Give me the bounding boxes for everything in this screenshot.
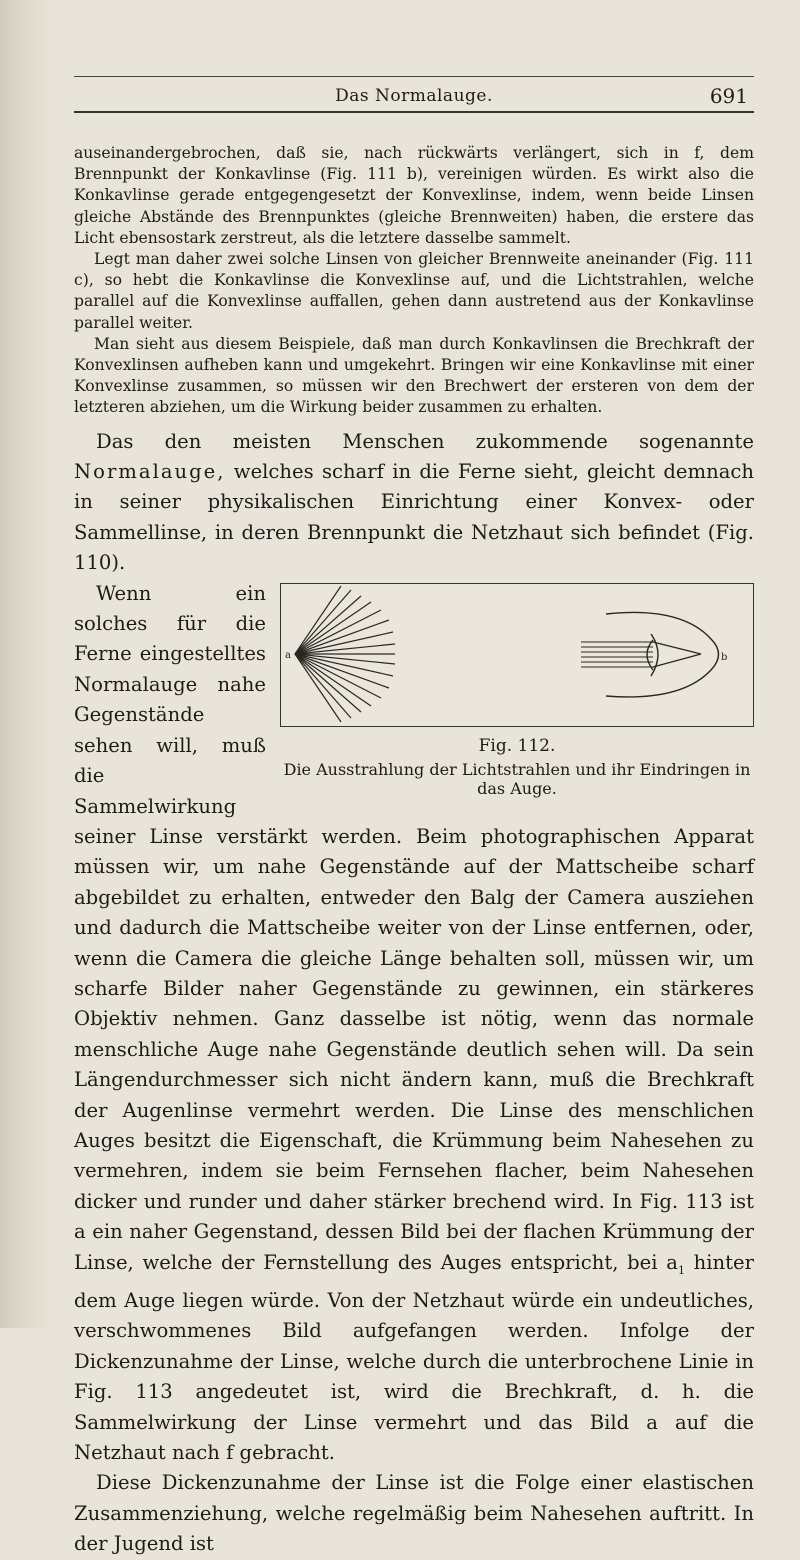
page-title: Das Normalauge. [335, 86, 493, 106]
figure-112 [280, 583, 754, 798]
label-a: a [285, 649, 291, 661]
small-print-section [74, 143, 754, 419]
diverging-rays [295, 586, 395, 722]
figure-caption [280, 737, 754, 798]
small-paragraph: auseinandergebrochen, daß sie, nach rückwärts verlängert, sich in f, dem Brennpunkt der Konkavlinse (Fig. 111 b), vereinigen würden. Es wirkt also die Konkavlinse gerade entgegengesetzt der Konvexlinse, indem, wenn beide Linsen gleiche Abstände des Brennpunktes (gleiche Brennweiten) haben, die erstere das Licht ebensostark zerstreut, als die letztere dasselbe sammelt. [74, 144, 754, 247]
para2-end: hinter dem Auge liegen würde. Von der Netzhaut würde ein undeutliches, verschwommenes Bild aufgefangen werden. Infolge der Dickenzunahme der Linse, welche durch die unterbrochene Linie in Fig. 113 angedeutet ist, wird die Brechkraft, d. h. die Sammelwirkung der Linse vermehrt und das Bild a auf die Netzhaut nach f gebracht. [74, 1250, 754, 1464]
main-text [74, 427, 754, 1560]
figure-caption-text: Die Ausstrahlung der Lichtstrahlen und ihr Eindringen in das Auge. [283, 759, 751, 798]
eye-ray-diagram [281, 584, 752, 725]
eye-outline [606, 612, 719, 697]
label-b: b [721, 651, 728, 663]
subscript-1: 1 [677, 1263, 685, 1277]
running-header [74, 76, 754, 113]
figure-number: Fig. 112. [478, 735, 556, 756]
paragraph-dickenzunahme: Diese Dickenzunahme der Linse ist die Folge einer elastischen Zusammenziehung, welche regelmäßig beim Nahesehen auftritt. In der Jugend ist [74, 1471, 754, 1556]
para1-start: Das den meisten Menschen zukommende sogenannte [96, 429, 754, 453]
page-number: 691 [709, 84, 748, 108]
book-gutter [0, 0, 48, 1328]
para2-text: Wenn ein solches für die Ferne eingestelltes Normalauge nahe Gegenstände sehen will, muß die Sammelwirkung seiner Linse verstärkt werden. Beim photographischen Apparat müssen wir, um nahe Gegenstände auf der Mattscheibe scharf abgebildet zu erhalten, entweder den Balg der Camera ausziehen und dadurch die Mattscheibe weiter von der Linse entfernen, oder, wenn die Camera die gleiche Länge behalten soll, müssen wir, um scharfe Bilder naher Gegenstände zu gewinnen, ein stärkeres Objektiv nehmen. Ganz dasselbe ist nötig, wenn das normale menschliche Auge nahe Gegenstände deutlich sehen will. Da sein Längendurchmesser sich nicht ändern kann, muß die Brechkraft der Augenlinse vermehrt werden. Die Linse des menschlichen Auges besitzt die Eigenschaft, die Krümmung beim Nahesehen zu vermehren, indem sie beim Fernsehen flacher, beim Nahesehen dicker und runder und daher stärker brechend wird. In Fig. 113 ist a ein naher Gegenstand, dessen Bild bei der flachen Krümmung der Linse, welche der Fernstellung des Auges entspricht, bei a [74, 581, 754, 1274]
small-paragraph: Man sieht aus diesem Beispiele, daß man durch Konkavlinsen die Brechkraft der Konvexlinsen aufheben kann und umgekehrt. Bringen wir eine Konkavlinse mit einer Konvexlinse zusammen, so müssen wir den Brechwert der ersteren von dem der letzteren abziehen, um die Wirkung beider zusammen zu erhalten. [74, 334, 754, 417]
term-normalauge: Normalauge, [74, 460, 226, 484]
book-page [74, 76, 754, 1560]
figure-frame [280, 583, 754, 727]
para1-rest: welches scharf in die Ferne sieht, gleicht demnach in seiner physikalischen Einrichtung einer Konvex- oder Sammellinse, in deren Brennpunkt die Netzhaut sich befindet (Fig. 110). [74, 460, 754, 575]
parallel-rays [581, 642, 653, 667]
small-paragraph: Legt man daher zwei solche Linsen von gleicher Brennweite aneinander (Fig. 111 c), so hebt die Konkavlinse die Konvexlinse auf, und die Lichtstrahlen, welche parallel auf die Konvexlinse auffallen, gehen dann austretend aus der Konkavlinse parallel weiter. [74, 250, 754, 332]
paragraph-normalauge [74, 427, 754, 579]
